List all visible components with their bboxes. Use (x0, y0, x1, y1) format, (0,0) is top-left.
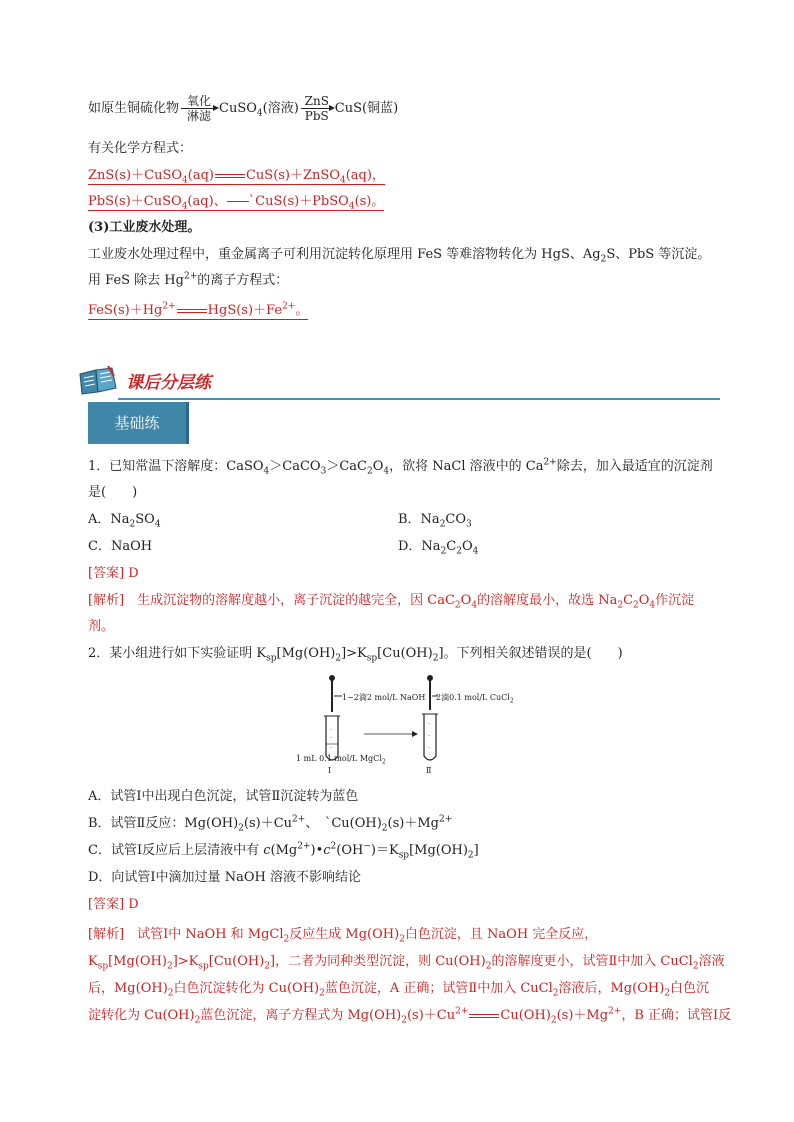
text-segment: 淀转化为 Cu(OH) (88, 1008, 195, 1023)
paragraph-fes: 用 FeS 除去 $Hg^{2+}$的离子方程式： (88, 271, 289, 288)
text-segment: 1．已知常温下溶解度：CaSO (88, 459, 264, 474)
eq-text: (aq)， (345, 168, 385, 183)
equilibrium-arrow (177, 308, 207, 314)
text-segment: [解析] 生成沉淀物的溶解度越小，离子沉淀的越完全，因 CaC (88, 593, 455, 608)
open-book-icon (78, 366, 118, 396)
text-segment: 溶液后，Mg(OH) (558, 981, 665, 996)
text-segment: ]>K (341, 646, 367, 661)
eq-text: FeS(s)＋Hg (88, 303, 163, 318)
eq-text: PbS(s)＋CuSO (88, 194, 182, 209)
text-segment: (OH (336, 843, 364, 858)
arrow-bottom-label: 淋滤 (187, 109, 212, 123)
text-segment: (Mg (270, 843, 298, 858)
q1-analysis-line2: 剂。 (88, 619, 115, 634)
text-segment: 的溶解度最小，故选 Na (477, 593, 618, 608)
q1-answer: [答案] D (88, 566, 139, 581)
mineral-transformation-line: 如原生铜硫化物 氧化 淋滤 CuSO$_4$(溶液) ZnS PbS CuS(铜蓝) (88, 94, 399, 123)
text-segment: 用 FeS 除去 Hg (88, 273, 184, 288)
q2-option-d: D．向试管Ⅰ中滴加过量 NaOH 溶液不影响结论 (88, 870, 361, 885)
arrow-top-label: ZnS (304, 94, 329, 108)
text-segment: )• (310, 843, 324, 858)
svg-text:·: · (330, 735, 332, 742)
text-segment: 反应生成 Mg(OH) (289, 927, 400, 942)
equation-body: PbS(s)＋CuSO$_4$(aq)、 `CuS(s)＋PbSO$_4$(s)。 (88, 194, 385, 212)
q1-option-c: C．NaOH (88, 539, 153, 554)
q2-analysis-line2: $K_{sp}[Mg(OH)_2]>K_{sp}[Cu(OH)_2]$，二者为同种类型沉淀，则 $Cu(OH)_2$的溶解度更小，试管Ⅱ中加入 CuCl$_2$溶液 (88, 954, 725, 972)
text-segment: [Mg(OH) (409, 843, 468, 858)
text-segment: S、PbS 等沉淀。 (606, 247, 711, 262)
equation-body: ZnS(s)＋CuSO$_4$(aq) CuS(s)＋ZnSO$_4$(aq)， (88, 168, 385, 186)
equation-zns (88, 167, 385, 185)
text-segment: B．Na (398, 512, 440, 527)
text-segment: [解析] 试管Ⅰ中 NaOH 和 MgCl (88, 927, 284, 942)
text-segment: sp (266, 653, 277, 664)
section-header (78, 362, 720, 404)
text-segment: 除去，加入最适宜的沉淀剂 (556, 459, 713, 474)
text-segment: (s)＋Cu (406, 1008, 456, 1023)
text-segment: ＞CaC (326, 459, 367, 474)
q2-stem: 2．某小组进行如下实验证明 $K_{sp}[Mg(OH)_2]>K_{sp}[Cu(OH)_2]$。下列相关叙述错误的是( ) (88, 646, 623, 664)
eq-text: HgS(s)＋Fe (207, 303, 283, 318)
basic-practice-tab: 基础练 (88, 402, 189, 444)
text-segment: 后，Mg(OH) (88, 981, 168, 996)
tube-label-2: Ⅱ (426, 766, 432, 775)
reagent-label-cucl2: 2滴0.1 mol/L CuCl$_2$ (436, 693, 514, 705)
q2-analysis-line1: [解析] 试管Ⅰ中 NaOH 和 MgCl$_2$反应生成 $Mg(OH)_2$白色沉淀，且 NaOH 完全反应， (88, 927, 598, 945)
text-segment: ，欲将 NaCl 溶液中的 Ca (389, 459, 544, 474)
q1-stem: 1．已知常温下溶解度：$CaSO_4>CaCO_3>CaC_2O_4$，欲将 NaCl 溶液中的 $Ca^{2+}$除去，加入最适宜的沉淀剂 (88, 457, 713, 477)
q1-stem-line2: 是( ) (88, 485, 138, 500)
text-segment: CuS(铜蓝) (334, 101, 399, 116)
q2-option-a: A．试管Ⅰ中出现白色沉淀，试管Ⅱ沉淀转为蓝色 (88, 789, 359, 804)
reaction-arrow (301, 94, 333, 123)
paragraph-wastewater: 工业废水处理过程中，重金属离子可利用沉淀转化原理用 FeS 等难溶物转化为 HgS、$Ag_2S$、PbS 等沉淀。 (88, 247, 711, 265)
text-segment: C (623, 593, 634, 608)
eq-text: (aq)、 (187, 194, 227, 209)
text-segment: C．试管Ⅰ反应后上层清液中有 (88, 843, 264, 858)
text-segment: 蓝色沉淀，A 正确；试管Ⅱ中加入 CuCl (324, 981, 553, 996)
experiment-figure (294, 668, 524, 780)
text-segment: 的离子方程式： (197, 273, 289, 288)
text-segment: [Cu(OH) (377, 646, 433, 661)
text-segment: ]，二者为同种类型沉淀，则 Cu(OH) (270, 954, 486, 969)
eq-text: CuS(s)＋ZnSO (245, 168, 340, 183)
text-segment: 白色沉 (670, 981, 710, 996)
test-tube-diagram (294, 668, 524, 780)
svg-text:·: · (428, 733, 430, 740)
text-segment: ]。下列相关叙述错误的是( ) (438, 646, 623, 661)
equations-heading: 有关化学方程式： (88, 141, 193, 156)
q1-option-d: D．$Na_2C_2O_4$ (398, 539, 479, 557)
q2-analysis-line4: 淀转化为 $Cu(OH)_2$蓝色沉淀，离子方程式为 $Mg(OH)_2(s)+Cu^{2+}$ $Cu(OH)_2(s)+Mg^{2+}$，B 正确；试管Ⅰ反 (88, 1006, 732, 1026)
eq-text: `CuS(s)＋PbSO (248, 194, 349, 209)
text-segment: 2．某小组进行如下实验证明 K (88, 646, 267, 661)
text-segment: [Cu(OH) (208, 954, 265, 969)
eq-text: 。 (295, 303, 309, 318)
text-segment: 2滴0.1 mol/L CuCl (436, 693, 510, 702)
text-segment: ，B 正确；试管Ⅰ反 (621, 1008, 732, 1023)
text-segment: 溶液 (698, 954, 725, 969)
reaction-arrow (181, 94, 217, 123)
arrow-bottom-label: PbS (304, 109, 329, 123)
text-segment: 、 `Cu(OH) (305, 816, 382, 831)
subsection-title: (3)工业废水处理。 (88, 220, 201, 235)
text-segment: 1 mL 0.1 mol/L MgCl (296, 754, 382, 763)
text-segment: O (638, 593, 650, 608)
text-segment: Cu(OH) (500, 1008, 551, 1023)
eq-text: (aq) (187, 168, 214, 183)
text-segment: 白色沉淀，且 NaOH 完全反应， (404, 927, 598, 942)
text-segment: ＞CaCO (269, 459, 321, 474)
text-segment: (s)＋Mg (556, 1008, 609, 1023)
q1-option-a: A．$Na_2SO_4$ (88, 512, 161, 530)
svg-text:·: · (428, 745, 430, 752)
text-segment: c (263, 843, 271, 858)
text-segment: B．试管Ⅱ反应：Mg(OH) (88, 816, 239, 831)
text-segment: )＝K (370, 843, 399, 858)
text-segment: (溶液) (262, 101, 299, 116)
text-segment: [Mg(OH) (276, 646, 336, 661)
svg-text:·: · (330, 727, 332, 734)
section-title: 课后分层练 (126, 373, 211, 393)
text-segment: ] (473, 843, 479, 858)
reagent-label-mgcl2: 1 mL 0.1 mol/L MgCl$_2$ (296, 754, 386, 766)
q2-answer: [答案] D (88, 897, 139, 912)
svg-text:·: · (428, 721, 430, 728)
equation-pbs (88, 193, 384, 211)
text-segment: (s)＋Cu (243, 816, 293, 831)
q1-option-b: B．$Na_2CO_3$ (398, 512, 472, 530)
text-segment: 的溶解度更小，试管Ⅱ中加入 CuCl (491, 954, 693, 969)
text-segment: O (461, 539, 473, 554)
text-segment: 工业废水处理过程中，重金属离子可利用沉淀转化原理用 FeS 等难溶物转化为 HgS、Ag (88, 247, 601, 262)
equation-fes (88, 302, 308, 320)
text-segment: SO (135, 512, 155, 527)
equation-body: $FeS(s)+Hg^{2+}$ $HgS(s)+Fe^{2+}$。 (88, 301, 309, 318)
text-segment: CO (445, 512, 467, 527)
text-segment: O (372, 459, 384, 474)
text-segment: C (446, 539, 457, 554)
eq-text: (s)。 (354, 194, 385, 209)
tube-label-1: Ⅰ (328, 766, 332, 775)
text-segment: 作沉淀 (655, 593, 695, 608)
text-segment: CuSO (219, 101, 257, 116)
equilibrium-arrow (215, 173, 245, 179)
arrow-top-label: 氧化 (187, 94, 212, 108)
text-segment: 1~2滴2 mol/L NaOH (342, 693, 426, 702)
q2-option-c: C．试管Ⅰ反应后上层清液中有 $c(Mg^{2+})•c^2(OH^-)=K_{sp}[Mg(OH)_2]$ (88, 841, 479, 861)
text-segment: [Mg(OH) (108, 954, 167, 969)
svg-text:·: · (330, 745, 332, 752)
text-segment: O (460, 593, 472, 608)
section-divider (118, 398, 720, 400)
text-segment: 白色沉淀转化为 Cu(OH) (173, 981, 320, 996)
q1-analysis: [解析] 生成沉淀物的溶解度越小，离子沉淀的越完全，因 $CaC_2O_4$的溶解度最小，故选 $Na_2C_2O_4$作沉淀 (88, 593, 695, 611)
eq-text: ZnS(s)＋CuSO (88, 168, 183, 183)
q2-analysis-line3: 后，$Mg(OH)_2$白色沉淀转化为 $Cu(OH)_2$蓝色沉淀，A 正确；试管Ⅱ中加入 CuCl$_2$溶液后，$Mg(OH)_2$白色沉 (88, 981, 710, 999)
text-segment: 蓝色沉淀，离子方程式为 Mg(OH) (200, 1008, 402, 1023)
text-segment: ]>K (172, 954, 199, 969)
reagent-label-naoh (342, 692, 425, 703)
q2-option-b: B．试管Ⅱ反应：$Mg(OH)_2(s)+Cu^{2+}$、 $`Cu(OH)_2(s)+Mg^{2+}$ (88, 814, 453, 834)
text-segment: A．Na (88, 512, 130, 527)
text-segment: D．Na (398, 539, 441, 554)
equilibrium-arrow (469, 1013, 499, 1019)
text-segment: 如原生铜硫化物 (88, 101, 180, 116)
text-segment: (s)＋Mg (387, 816, 439, 831)
